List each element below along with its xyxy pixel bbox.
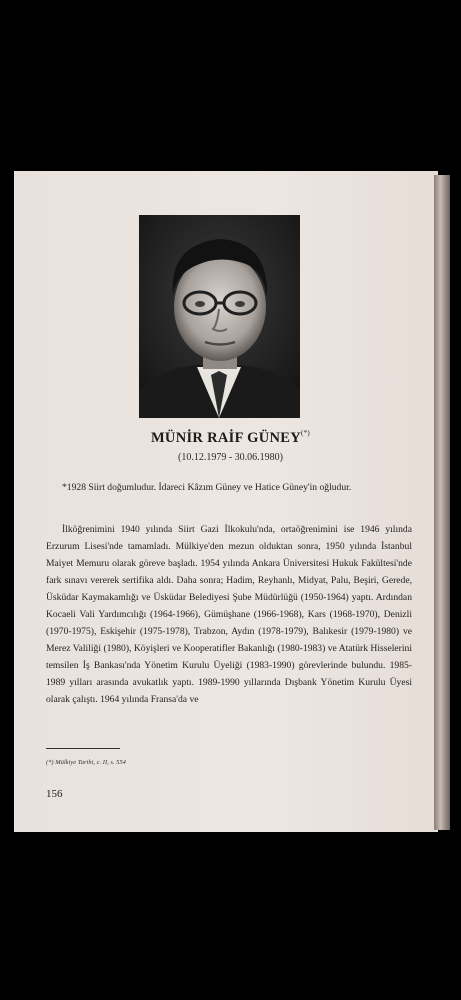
footnote: (*) Mülkiye Tarihi, c. II, s. 554 xyxy=(46,759,126,766)
page-edge xyxy=(434,175,450,830)
portrait-photo xyxy=(139,215,300,418)
page-number: 156 xyxy=(46,788,63,800)
footnote-marker: (*) xyxy=(301,429,311,437)
paragraph-career: İlköğrenimini 1940 yılında Siirt Gazi İlkokulu'nda, ortaöğrenimini ise 1946 yılında Erzurum Lisesi'nde tamamladı. Mülkiye'den mezun olduktan sonra, 1950 yılında İstanbul Maiyet Memuru olarak göreve başladı. 1954 yılında Ankara Üniversitesi Hukuk Fakültesi'nde fark sınavı vererek sertifika aldı. Daha sonra; Hadim, Reyhanlı, Midyat, Palu, Beşiri, Gerede, Üsküdar Kaymakamlığı ve Üsküdar Belediyesi Şube Müdürlüğü (1950-1964) yaptı. Ardından Kocaeli Vali Yardımcılığı (1964-1966), Gümüşhane (1966-1968), Kars (1968-1970), Denizli (1970-1975), Eskişehir (1975-1978), Trabzon, Aydın (1978-1979), Balıkesir (1979-1980) ve Merez Valiliği (1980), Köyişleri ve Kooperatifler Bakanlığı (1980-1983) ve Atatürk Hisselerini temsilen İş Bankası'nda Yönetim Kurulu Üyeliği (1983-1990) görevlerinde bulundu. 1985-1989 yılları arasında avukatlık yaptı. 1989-1990 yıllarında Dışbank Yönetim Kurulu Üyesi olarak çalıştı. 1964 yılında Fransa'da ve xyxy=(46,524,412,705)
person-name: MÜNİR RAİF GÜNEY(*) xyxy=(150,429,311,446)
term-dates: (10.12.1979 - 30.06.1980) xyxy=(178,452,283,463)
paragraph-birth: *1928 Siirt doğumludur. İdareci Kâzım Güney ve Hatice Güney'in oğludur. xyxy=(62,482,352,493)
footnote-divider xyxy=(46,748,120,749)
